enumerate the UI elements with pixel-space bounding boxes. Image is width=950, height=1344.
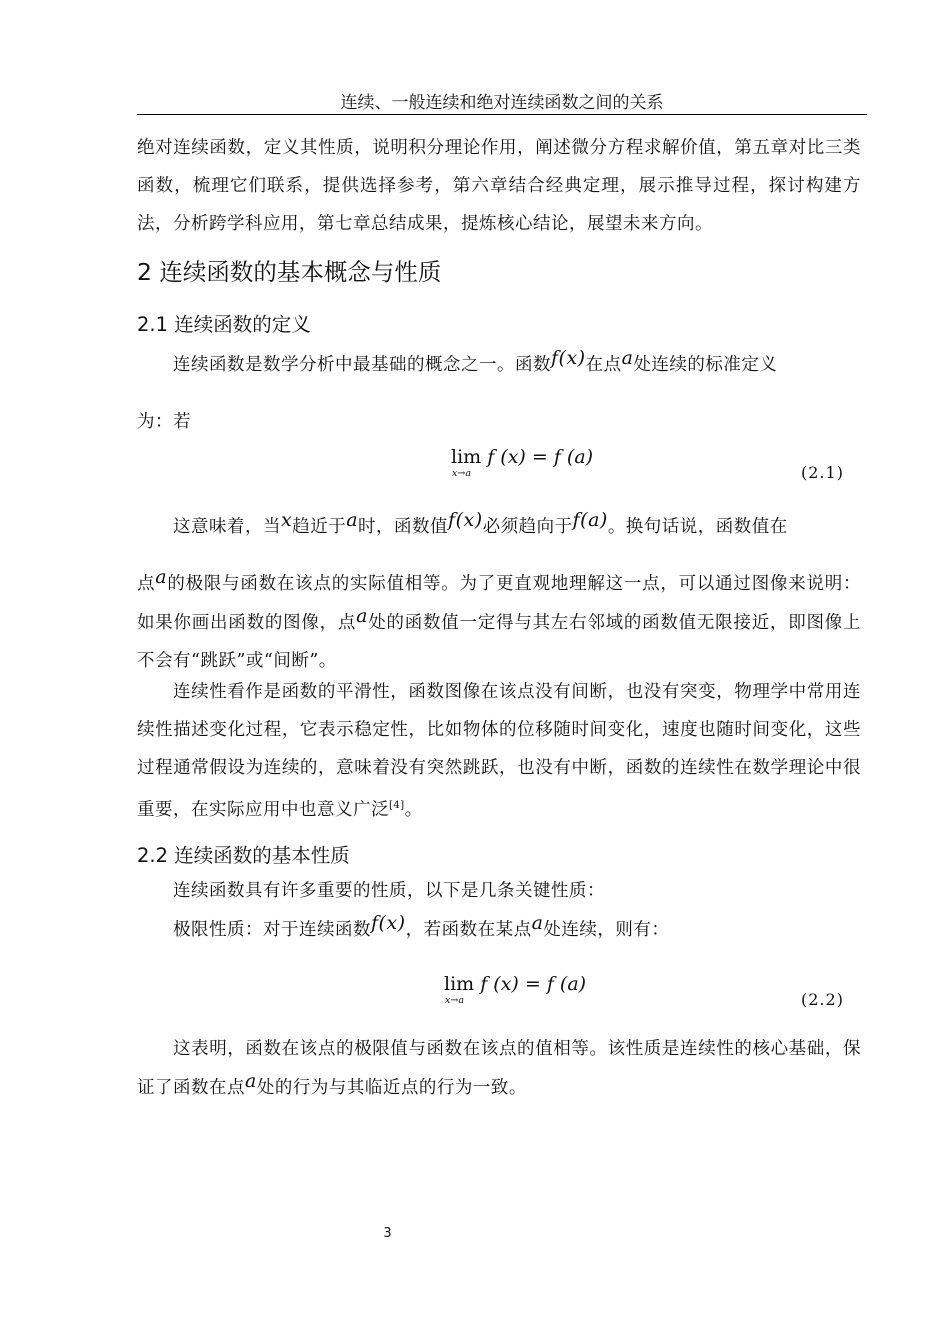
eq-body: f (x) = f (a) <box>487 446 594 468</box>
text-run: 。 <box>404 800 423 820</box>
math-a: a <box>356 605 368 627</box>
text-run: 这意味着，当 <box>173 517 281 537</box>
math-fx: f(x) <box>448 509 483 531</box>
text-run: ，若函数在某点 <box>405 920 532 940</box>
intro-paragraph: 绝对连续函数，定义其性质，说明积分理论作用，阐述微分方程求解价值，第五章对比三类函数，梳理它们联系，提供选择参考，第六章结合经典定理，展示推导过程，探讨构建方法，分析跨学科应用，第七章总结成果，提炼核心结论，展望未来方向。 <box>137 138 861 234</box>
properties-intro-paragraph: 连续函数具有许多重要的性质，以下是几条关键性质： <box>173 881 605 901</box>
eq-limit-subscript: x→a <box>452 468 471 479</box>
text-run: 处连续，则有： <box>543 920 670 940</box>
math-fx: f(x) <box>551 347 586 369</box>
section-2-2-heading: 2.2 连续函数的基本性质 <box>137 844 350 867</box>
property-explanation-paragraph <box>137 1030 861 1107</box>
header-divider <box>137 114 867 115</box>
equation-2-2 <box>444 973 587 1006</box>
math-a: a <box>621 347 634 369</box>
equation-number-2-2: (2.2) <box>801 990 844 1009</box>
meaning-paragraph <box>137 507 861 546</box>
definition-paragraph-continuation: 为：若 <box>137 412 191 432</box>
eq-lim: lim <box>444 973 475 995</box>
text-run: 极限性质：对于连续函数 <box>173 920 371 940</box>
meaning-paragraph-continuation <box>137 564 861 680</box>
text-run: 处连续的标准定义 <box>633 355 778 375</box>
text-run: 处的行为与其临近点的行为一致。 <box>256 1078 527 1098</box>
text-run: 必须趋向于 <box>482 517 573 537</box>
running-header-title: 连续、一般连续和绝对连续函数之间的关系 <box>340 93 664 113</box>
eq-body: f (x) = f (a) <box>480 973 587 995</box>
smoothness-paragraph <box>137 673 861 829</box>
text-run: 时，函数值 <box>358 517 449 537</box>
text-run: 。换句话说，函数值在 <box>607 517 788 537</box>
text-run: 连续函数是数学分析中最基础的概念之一。函数 <box>173 355 551 375</box>
section-2-heading: 2 连续函数的基本概念与性质 <box>137 258 442 286</box>
text-run: 处的函数值一定得与其左右邻域的函数值无限接近，即图像上不会有“跳跃”或“间断”。 <box>137 613 862 671</box>
text-run: 这表明，函数在该点的极限值与函数在该点的值相等。该性质是连续性的核心基础，保证了函数在点 <box>137 1039 861 1098</box>
limit-property-paragraph <box>137 910 861 949</box>
section-2-1-heading: 2.1 连续函数的定义 <box>137 313 311 336</box>
math-a: a <box>245 1070 257 1092</box>
page-number: 3 <box>383 1226 392 1241</box>
equation-2-1 <box>451 446 594 479</box>
text-run: 的极限与函数在该点的实际值相等。为了更直观地理解这一点，可以通过图像来说明：如果你画出函数的图像，点 <box>137 574 862 633</box>
citation-4: [4] <box>389 800 405 811</box>
math-x: x <box>281 509 293 531</box>
text-run: 趋近于 <box>292 517 347 537</box>
text-run: 连续性看作是函数的平滑性，函数图像在该点没有间断，也没有突变，物理学中常用连续性描述变化过程，它表示稳定性，比如物体的位移随时间变化，速度也随时间变化，这些过程通常假设为连续的，意味着没有突然跳跃，也没有中断，函数的连续性在数学理论中很重要，在实际应用中也意义广泛 <box>137 682 861 820</box>
text-run: 在点 <box>585 355 622 375</box>
math-a: a <box>346 509 359 531</box>
definition-paragraph <box>137 345 861 384</box>
math-a: a <box>531 912 544 934</box>
math-fx: f(x) <box>371 912 406 934</box>
text-run: 点 <box>137 574 156 594</box>
eq-lim: lim <box>451 446 482 468</box>
eq-limit-subscript: x→a <box>445 995 464 1006</box>
equation-number-2-1: (2.1) <box>801 463 844 482</box>
math-fa: f(a) <box>572 509 608 531</box>
math-a: a <box>155 566 168 588</box>
